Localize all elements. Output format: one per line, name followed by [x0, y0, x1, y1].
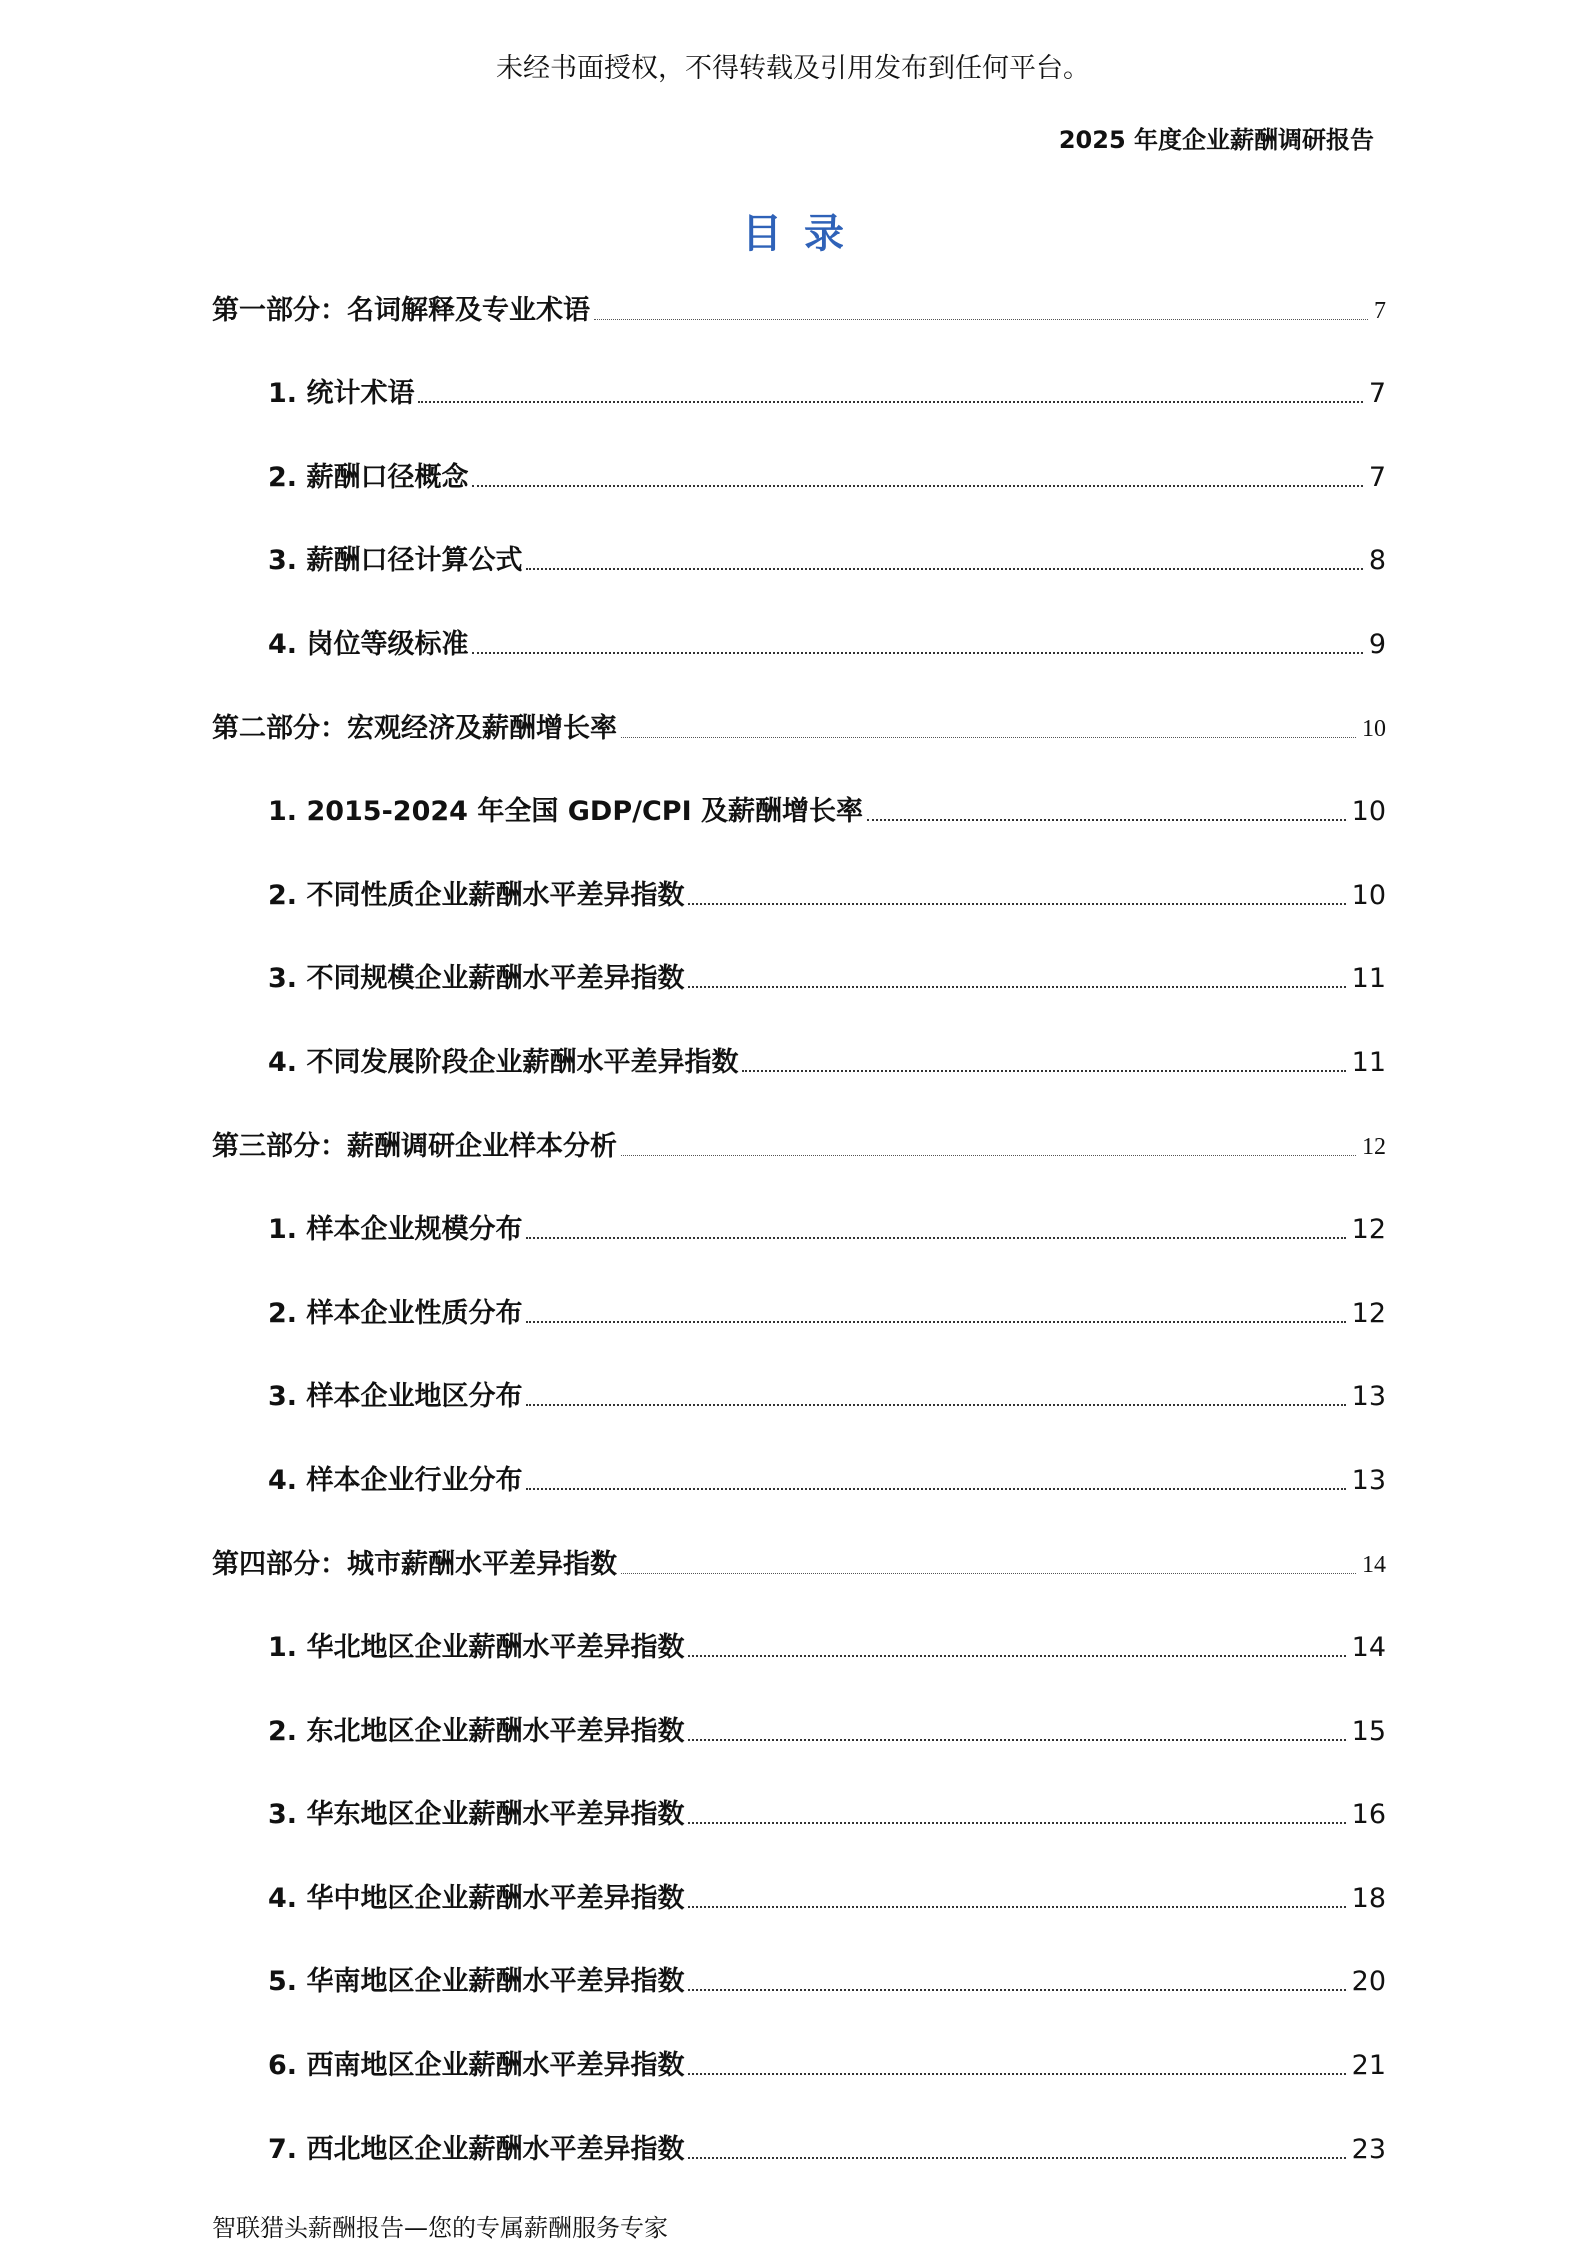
toc-sub-entry[interactable]: [212, 1705, 1386, 1789]
toc-entry-label: 第三部分：薪酬调研企业样本分析: [212, 1130, 617, 1162]
toc-dot-leader: [742, 1070, 1345, 1072]
toc-dot-leader: [472, 485, 1362, 487]
toc-page-number: 12: [1362, 1133, 1386, 1160]
toc-dot-leader: [526, 1488, 1345, 1490]
toc-dot-leader: [688, 2073, 1345, 2075]
toc-entry-label: 第四部分：城市薪酬水平差异指数: [212, 1548, 617, 1580]
toc-page-number: 11: [1351, 963, 1386, 995]
toc-page-number: 10: [1351, 879, 1386, 911]
report-header: 2025 年度企业薪酬调研报告: [1058, 126, 1374, 154]
page-footer: 智联猎头薪酬报告—您的专属薪酬服务专家: [212, 2214, 668, 2242]
toc-sub-entry[interactable]: [212, 1036, 1386, 1120]
table-of-contents: [212, 284, 1386, 2207]
toc-page-number: 18: [1351, 1882, 1386, 1914]
toc-page-number: 10: [1351, 796, 1386, 828]
toc-entry-label: 2. 薪酬口径概念: [268, 461, 469, 493]
toc-dot-leader: [688, 1989, 1345, 1991]
toc-sub-entry[interactable]: [212, 368, 1386, 452]
toc-entry-label: 1. 统计术语: [268, 378, 415, 410]
toc-dot-leader: [418, 401, 1362, 403]
toc-dot-leader: [688, 1739, 1345, 1741]
toc-sub-entry[interactable]: [212, 953, 1386, 1037]
toc-dot-leader: [688, 903, 1345, 905]
toc-sub-entry[interactable]: [212, 1371, 1386, 1455]
toc-entry-label: 2. 不同性质企业薪酬水平差异指数: [268, 879, 685, 911]
toc-sub-entry[interactable]: [212, 535, 1386, 619]
toc-sub-entry[interactable]: [212, 618, 1386, 702]
toc-page-number: 16: [1351, 1799, 1386, 1831]
toc-page-number: 11: [1351, 1046, 1386, 1078]
toc-page-number: 21: [1351, 2050, 1386, 2082]
toc-page-number: 20: [1351, 1966, 1386, 1998]
toc-entry-label: 第二部分：宏观经济及薪酬增长率: [212, 712, 617, 744]
toc-dot-leader: [621, 737, 1356, 738]
toc-dot-leader: [526, 1321, 1345, 1323]
toc-dot-leader: [472, 652, 1362, 654]
toc-page-number: 13: [1351, 1464, 1386, 1496]
toc-entry-label: 4. 样本企业行业分布: [268, 1464, 523, 1496]
toc-page-number: 13: [1351, 1381, 1386, 1413]
toc-sub-entry[interactable]: [212, 2123, 1386, 2207]
toc-sub-entry[interactable]: [212, 786, 1386, 870]
toc-part-entry[interactable]: [212, 702, 1386, 786]
toc-dot-leader: [688, 986, 1345, 988]
toc-sub-entry[interactable]: [212, 1956, 1386, 2040]
toc-page-number: 23: [1351, 2133, 1386, 2165]
toc-entry-label: 2. 东北地区企业薪酬水平差异指数: [268, 1715, 685, 1747]
toc-page-number: 10: [1362, 715, 1386, 742]
toc-entry-label: 4. 华中地区企业薪酬水平差异指数: [268, 1882, 685, 1914]
toc-entry-label: 2. 样本企业性质分布: [268, 1297, 523, 1329]
toc-entry-label: 5. 华南地区企业薪酬水平差异指数: [268, 1966, 685, 1998]
toc-dot-leader: [594, 319, 1368, 320]
toc-page-number: 9: [1368, 628, 1386, 660]
toc-sub-entry[interactable]: [212, 1789, 1386, 1873]
toc-entry-label: 第一部分：名词解释及专业术语: [212, 294, 590, 326]
toc-title: 目录: [742, 211, 866, 257]
toc-page-number: 7: [1368, 378, 1386, 410]
toc-entry-label: 3. 华东地区企业薪酬水平差异指数: [268, 1799, 685, 1831]
toc-entry-label: 6. 西南地区企业薪酬水平差异指数: [268, 2050, 685, 2082]
toc-part-entry[interactable]: [212, 284, 1386, 368]
toc-dot-leader: [688, 1655, 1345, 1657]
toc-page-number: 12: [1351, 1214, 1386, 1246]
toc-dot-leader: [688, 1906, 1345, 1908]
toc-dot-leader: [688, 1822, 1345, 1824]
toc-page-number: 14: [1362, 1551, 1386, 1578]
toc-page-number: 15: [1351, 1715, 1386, 1747]
toc-dot-leader: [621, 1573, 1356, 1574]
toc-dot-leader: [526, 1237, 1345, 1239]
toc-sub-entry[interactable]: [212, 451, 1386, 535]
toc-sub-entry[interactable]: [212, 869, 1386, 953]
toc-dot-leader: [867, 819, 1346, 821]
toc-sub-entry[interactable]: [212, 1204, 1386, 1288]
toc-page-number: 14: [1351, 1632, 1386, 1664]
toc-dot-leader: [526, 1404, 1345, 1406]
toc-entry-label: 4. 岗位等级标准: [268, 628, 469, 660]
copyright-notice: 未经书面授权，不得转载及引用发布到任何平台。: [496, 53, 1090, 84]
toc-entry-label: 7. 西北地区企业薪酬水平差异指数: [268, 2133, 685, 2165]
toc-sub-entry[interactable]: [212, 1872, 1386, 1956]
toc-dot-leader: [526, 568, 1362, 570]
toc-page-number: 7: [1368, 461, 1386, 493]
toc-sub-entry[interactable]: [212, 1287, 1386, 1371]
toc-entry-label: 1. 华北地区企业薪酬水平差异指数: [268, 1632, 685, 1664]
toc-page-number: 12: [1351, 1297, 1386, 1329]
toc-entry-label: 3. 样本企业地区分布: [268, 1381, 523, 1413]
toc-sub-entry[interactable]: [212, 1622, 1386, 1706]
toc-page-number: 7: [1374, 297, 1386, 324]
toc-entry-label: 3. 薪酬口径计算公式: [268, 545, 523, 577]
toc-entry-label: 4. 不同发展阶段企业薪酬水平差异指数: [268, 1046, 739, 1078]
toc-sub-entry[interactable]: [212, 1454, 1386, 1538]
toc-entry-label: 1. 2015-2024 年全国 GDP/CPI 及薪酬增长率: [268, 796, 864, 828]
toc-dot-leader: [688, 2157, 1345, 2159]
toc-page-number: 8: [1368, 545, 1386, 577]
toc-entry-label: 1. 样本企业规模分布: [268, 1214, 523, 1246]
toc-dot-leader: [621, 1155, 1356, 1156]
toc-sub-entry[interactable]: [212, 2039, 1386, 2123]
toc-entry-label: 3. 不同规模企业薪酬水平差异指数: [268, 963, 685, 995]
toc-part-entry[interactable]: [212, 1538, 1386, 1622]
toc-part-entry[interactable]: [212, 1120, 1386, 1204]
